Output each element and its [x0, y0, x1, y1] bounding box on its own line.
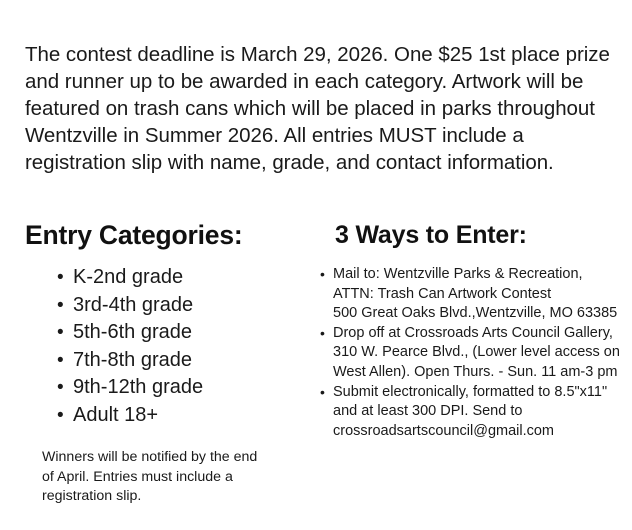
list-item: • 5th-6th grade	[0, 319, 203, 347]
list-item: • Mail to: Wentzville Parks & Recreation, ATTN: Trash Can Artwork Contest 500 Great Oaks Blvd.,Wentzville, MO 63385	[310, 265, 632, 324]
list-item: • Drop off at Crossroads Arts Council Gallery, 310 W. Pearce Blvd., (Lower level access on West Allen). Open Thurs. - Sun. 11 am-3 pm	[310, 324, 632, 383]
entry-categories-list	[0, 264, 203, 429]
intro-paragraph: The contest deadline is March 29, 2026. One $25 1st place prize and runner up to be awarded in each category. Artwork will be featured on trash cans which will be placed in parks throughout Wentzville in Summer 2026. All entries MUST include a registration slip with name, grade, and contact information.	[25, 42, 610, 175]
ways-to-enter-list	[310, 265, 632, 441]
list-item: • Submit electronically, formatted to 8.5"x11" and at least 300 DPI. Send to crossroadsartscouncil@gmail.com	[310, 383, 632, 442]
list-item: • Adult 18+	[0, 402, 203, 430]
list-item: • K-2nd grade	[0, 264, 203, 292]
list-item: • 3rd-4th grade	[0, 292, 203, 320]
two-column-section	[0, 212, 632, 530]
entry-categories-heading: Entry Categories:	[25, 220, 243, 250]
winners-note: Winners will be notified by the end of April. Entries must include a registration slip.	[42, 449, 258, 505]
list-item: • 7th-8th grade	[0, 347, 203, 375]
ways-to-enter-heading: 3 Ways to Enter:	[335, 221, 527, 249]
list-item: • 9th-12th grade	[0, 374, 203, 402]
